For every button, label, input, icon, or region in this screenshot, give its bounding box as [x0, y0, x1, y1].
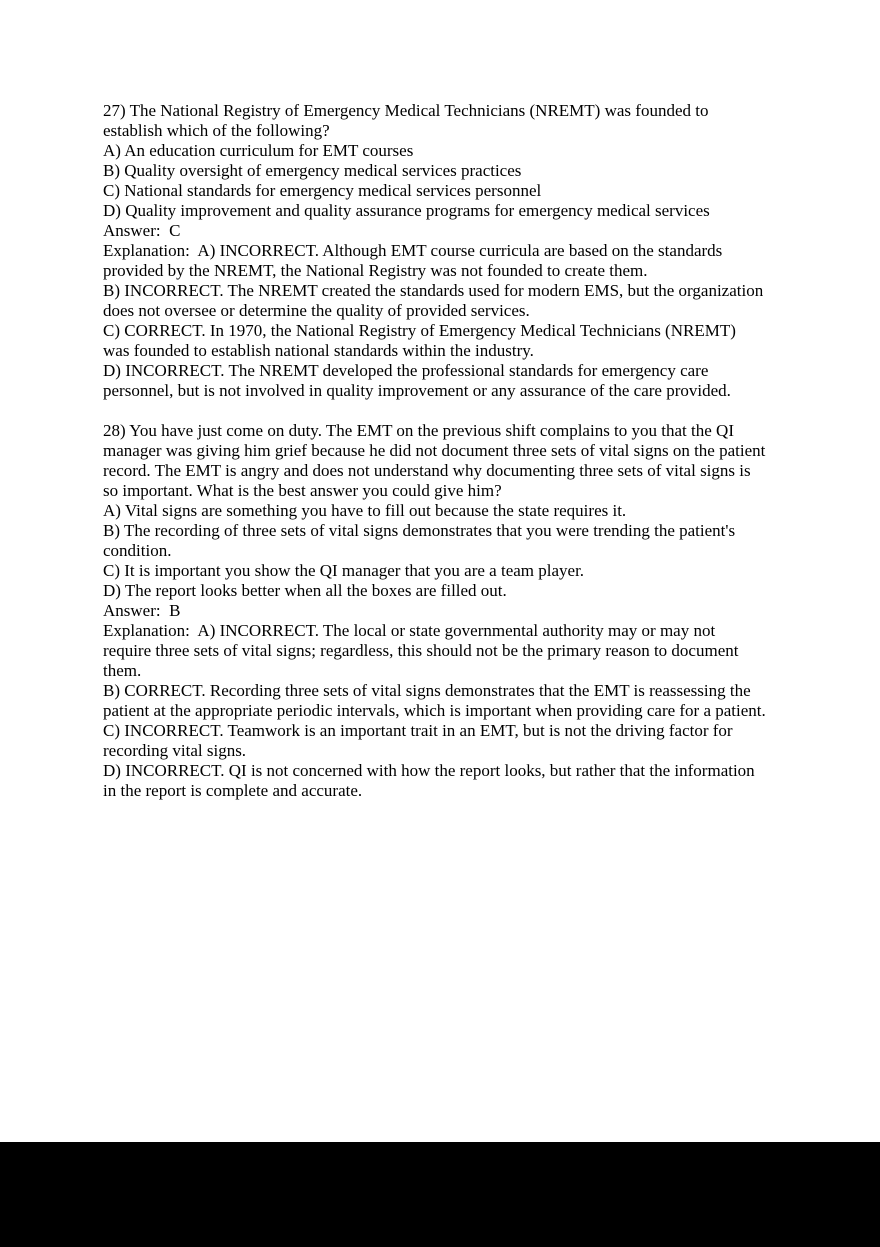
text-line: establish which of the following? — [103, 121, 330, 140]
bottom-black-bar — [0, 1142, 880, 1247]
text-line: was founded to establish national standards within the industry. — [103, 341, 534, 360]
text-line: A) Vital signs are something you have to fill out because the state requires it. — [103, 501, 627, 520]
text-line: so important. What is the best answer you could give him? — [103, 481, 502, 500]
question-block-27 — [103, 101, 823, 401]
text-line: them. — [103, 661, 142, 680]
text-line: C) National standards for emergency medical services personnel — [103, 181, 542, 200]
text-line: D) INCORRECT. The NREMT developed the professional standards for emergency care — [103, 361, 709, 380]
text-line: record. The EMT is angry and does not understand why documenting three sets of vital signs is — [103, 461, 751, 480]
text-line: B) Quality oversight of emergency medical services practices — [103, 161, 522, 180]
text-line: D) Quality improvement and quality assurance programs for emergency medical services — [103, 201, 710, 220]
text-line: C) CORRECT. In 1970, the National Registry of Emergency Medical Technicians (NREMT) — [103, 321, 736, 340]
text-line: provided by the NREMT, the National Registry was not founded to create them. — [103, 261, 648, 280]
text-line: patient at the appropriate periodic intervals, which is important when providing care for a patient. — [103, 701, 766, 720]
question-block-28 — [103, 421, 823, 801]
text-line: does not oversee or determine the quality of provided services. — [103, 301, 530, 320]
text-line: 27) The National Registry of Emergency Medical Technicians (NREMT) was founded to — [103, 101, 709, 120]
text-line: Explanation: A) INCORRECT. The local or state governmental authority may or may not — [103, 621, 716, 640]
text-line: manager was giving him grief because he did not document three sets of vital signs on the patient — [103, 441, 766, 460]
text-line: B) CORRECT. Recording three sets of vital signs demonstrates that the EMT is reassessing the — [103, 681, 751, 700]
text-line: Answer: B — [103, 601, 181, 620]
text-line: recording vital signs. — [103, 741, 247, 760]
text-line: D) The report looks better when all the boxes are filled out. — [103, 581, 507, 600]
text-line: C) INCORRECT. Teamwork is an important trait in an EMT, but is not the driving factor for — [103, 721, 733, 740]
document-text — [103, 101, 823, 801]
text-line: in the report is complete and accurate. — [103, 781, 363, 800]
text-line: require three sets of vital signs; regardless, this should not be the primary reason to document — [103, 641, 739, 660]
text-line: B) The recording of three sets of vital signs demonstrates that you were trending the patient's — [103, 521, 736, 540]
text-line: personnel, but is not involved in quality improvement or any assurance of the care provided. — [103, 381, 731, 400]
text-line: condition. — [103, 541, 172, 560]
text-line: Answer: C — [103, 221, 181, 240]
text-line: 28) You have just come on duty. The EMT on the previous shift complains to you that the QI — [103, 421, 734, 440]
text-line: Explanation: A) INCORRECT. Although EMT course curricula are based on the standards — [103, 241, 723, 260]
text-line: D) INCORRECT. QI is not concerned with how the report looks, but rather that the information — [103, 761, 755, 780]
text-line: B) INCORRECT. The NREMT created the standards used for modern EMS, but the organization — [103, 281, 764, 300]
text-line: A) An education curriculum for EMT courses — [103, 141, 414, 160]
text-line: C) It is important you show the QI manager that you are a team player. — [103, 561, 585, 580]
